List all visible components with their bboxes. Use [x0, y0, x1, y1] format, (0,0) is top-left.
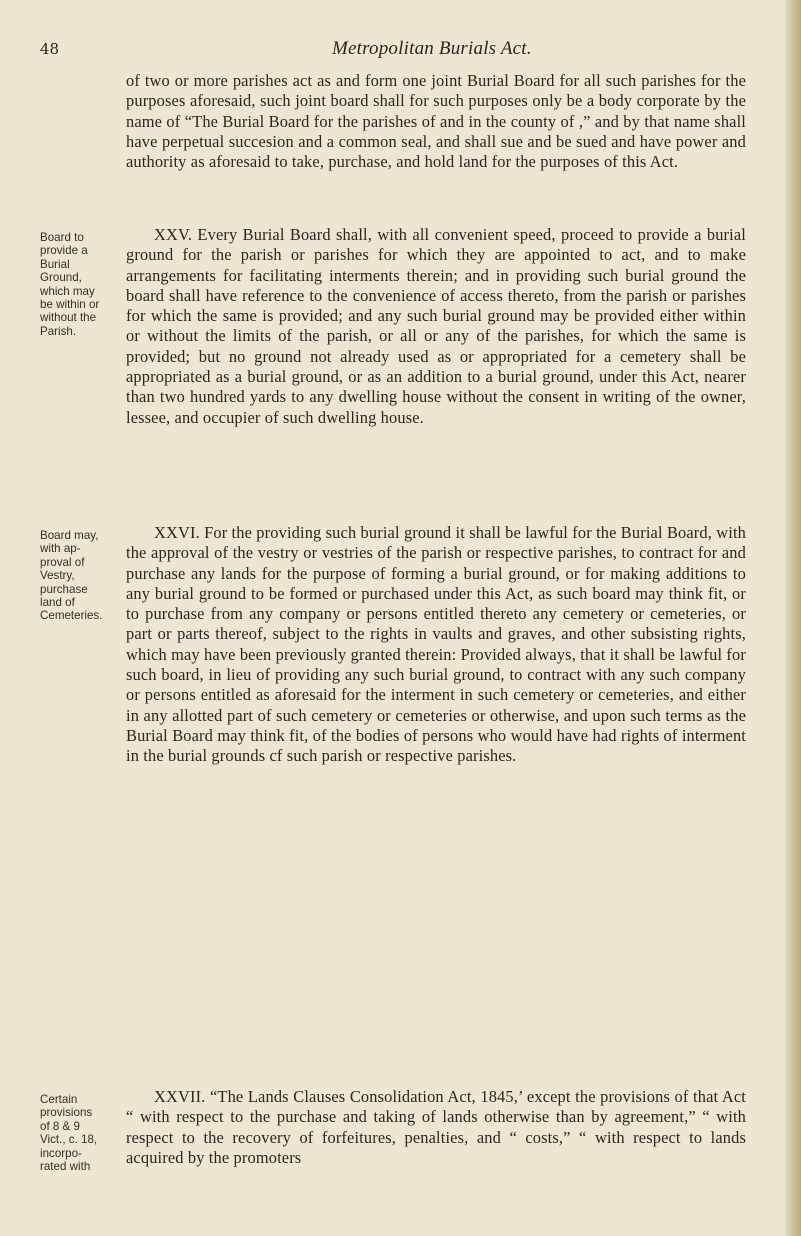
sidenote-line: Certain [40, 1093, 78, 1106]
sidenote-line: of 8 & 9 [40, 1119, 80, 1133]
sidenote-line: Parish. [40, 324, 77, 338]
sidenote-line: Vestry, [40, 569, 75, 583]
sidenote-line: Board to [40, 231, 84, 244]
sidenote-line: incorpo- [40, 1146, 82, 1160]
sidenote-line: Ground, [40, 271, 82, 285]
sidenote-line: Cemeteries. [40, 609, 103, 623]
sidenote-line: which may [40, 284, 95, 298]
sidenote-line: be within or [40, 298, 100, 312]
sidenote-board-to-provide [40, 231, 124, 338]
sidenote-line: purchase [40, 582, 88, 596]
section-xxvii [126, 1087, 746, 1168]
sidenote-line: Burial [40, 257, 70, 271]
paragraph-text: XXVI. For the providing such burial ground it shall be lawful for the Burial Board, with the approval of the vestry or vestries of the parish or respective parishes, to contract for and purchase any lands for the purpose of forming a burial ground, or for making additions to any burial ground to be formed or purchased under this Act, as such board may think fit, or to purchase from any company or persons entitled thereto any cemetery or cemeteries, or part or parts thereof, subject to the rights in vaults and graves, and other subsisting rights, which may have been previously granted therein: Provided always, that it shall be lawful for such board, in lieu of providing any such burial ground, to contract with any such company or persons entitled as aforesaid for the interment in such cemetery or cemeteries, and either in any allotted part of such cemetery or cemeteries or otherwise, and upon such terms as the Burial Board may think fit, of the bodies of persons who would have had rights of interment in the burial grounds cf such parish or respective parishes. [126, 523, 746, 766]
page-number: 48 [40, 40, 60, 58]
sidenote-board-may-purchase [40, 529, 124, 623]
sidenote-line: provide a [40, 244, 88, 258]
sidenote-line: proval of [40, 555, 85, 569]
sidenote-line: with ap- [40, 542, 81, 556]
section-xxvi [126, 523, 746, 767]
sidenote-line: rated with [40, 1160, 91, 1174]
sidenote-line: Board may, [40, 529, 99, 542]
section-xxv [126, 225, 746, 428]
page-edge [785, 0, 801, 1236]
sidenote-certain-provisions [40, 1093, 124, 1173]
running-title: Metropolitan Burials Act. [332, 38, 532, 59]
sidenote-line: provisions [40, 1106, 93, 1120]
paragraph-text: XXVII. “The Lands Clauses Consolidation Act, 1845,’ except the provisions of that Act “ with respect to the purchase and taking of lands otherwise than by agreement,” “ with respect to the recovery of forfeitures, penalties, and “ costs,” “ with respect to lands acquired by the promoters [126, 1087, 746, 1167]
paragraph-text: of two or more parishes act as and form one joint Burial Board for all such parishes for the purposes aforesaid, such joint board shall for such purposes only be a body corporate by the name of “The Burial Board for the parishes of and in the county of ,” and by that name shall have perpetual succesion and a common seal, and shall sue and be sued and have power and authority as aforesaid to take, purchase, and hold land for the purposes of this Act. [126, 71, 746, 172]
sidenote-line: Vict., c. 18, [40, 1133, 98, 1147]
sidenote-line: without the [40, 311, 97, 325]
sidenote-line: land of [40, 596, 75, 610]
continuation-paragraph [126, 71, 746, 172]
paragraph-text: XXV. Every Burial Board shall, with all convenient speed, proceed to provide a burial ground for the parish or parishes for which they are appointed to act, and to make arrangements for facilitating interments therein; and in providing such burial ground the board shall have reference to the convenience of access thereto, from the parish or parishes for which the same is provided; and any such burial ground may be provided either within or without the limits of the parish, or all or any of the parishes, for which the same is provided; but no ground not already used as or appropriated for a cemetery shall be appropriated as a burial ground, or as an addition to a burial ground, under this Act, nearer than two hundred yards to any dwelling house without the consent in writing of the owner, lessee, and occupier of such dwelling house. [126, 225, 746, 427]
